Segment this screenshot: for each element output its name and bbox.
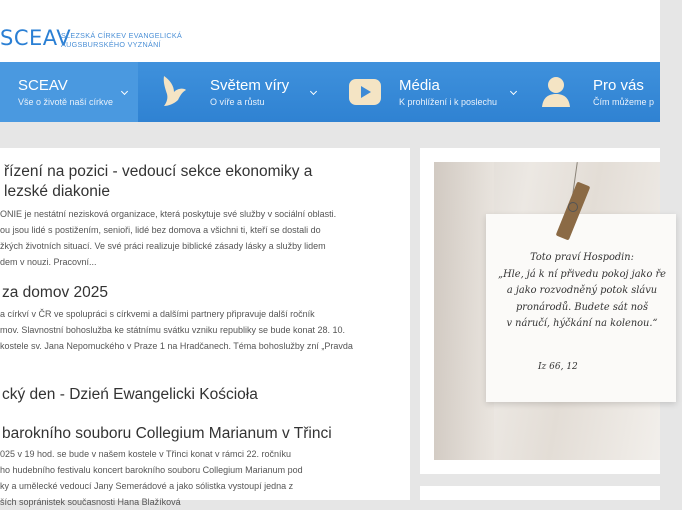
nav-item-title: Pro vás xyxy=(593,77,644,94)
news-excerpt-line: dem v nouzi. Pracovní... xyxy=(0,257,97,267)
logo-subtitle-line2: AUGSBURSKÉHO VYZNÁNÍ xyxy=(61,40,161,49)
person-icon xyxy=(541,75,571,107)
news-list xyxy=(0,148,410,507)
news-title[interactable]: lezské diakonie xyxy=(4,183,110,200)
nav-item-media[interactable] xyxy=(331,62,524,122)
news-excerpt-line: 025 v 19 hod. se bude v našem kostele v Třinci konat v rámci 22. ročníku xyxy=(0,449,291,459)
news-item[interactable] xyxy=(0,283,353,354)
news-excerpt-line: ho hudebního festivalu koncert barokního souboru Collegium Marianum pod xyxy=(0,465,303,475)
news-excerpt-line: žkých životních situací. Ve své práci realizuje biblické zásady lásky a služby lidem xyxy=(0,241,326,251)
news-title[interactable]: řízení na pozici - vedoucí sekce ekonomiky a xyxy=(4,163,313,180)
news-title[interactable]: barokního souboru Collegium Marianum v Třinci xyxy=(2,425,332,442)
news-excerpt-line: a církví v ČR ve spolupráci s církvemi a dalšími partnery připravuje další ročník xyxy=(0,309,315,319)
news-excerpt xyxy=(0,206,336,270)
news-excerpt xyxy=(0,306,353,354)
verse-reference: Iz 66, 12 xyxy=(538,362,578,372)
nav-item-subtitle: O víře a růstu xyxy=(210,97,265,107)
nav-item-title: Světem víry xyxy=(210,77,290,94)
news-item[interactable] xyxy=(0,162,336,270)
nav-item-pro-vas[interactable] xyxy=(524,62,660,122)
news-excerpt-line: ou jsou lidé s postižením, senioři, lidé bez domova a všichni ti, kteří se dostali do xyxy=(0,225,321,235)
header xyxy=(0,0,660,62)
news-item[interactable] xyxy=(0,385,258,405)
dove-icon xyxy=(160,74,188,108)
news-excerpt-line: ONIE je nestátní nezisková organizace, která poskytuje své služby v sociální oblasti. xyxy=(0,209,337,219)
news-excerpt xyxy=(0,446,332,510)
chevron-down-icon xyxy=(510,88,517,95)
nav-item-title: Média xyxy=(399,77,440,94)
nav-item-svetem-viry[interactable] xyxy=(138,62,331,122)
nav-item-title: SCEAV xyxy=(18,77,68,94)
logo-subtitle xyxy=(61,31,182,49)
chevron-down-icon xyxy=(310,88,317,95)
play-icon xyxy=(348,78,382,106)
news-excerpt-line: kostele sv. Jana Nepomuckého v Praze 1 na Hradčanech. Téma bohoslužby zní „Pravda xyxy=(0,341,353,351)
chevron-down-icon xyxy=(121,88,128,95)
nav-item-subtitle: Vše o životě naší církve xyxy=(18,97,114,107)
nav-item-sceav[interactable] xyxy=(0,62,138,122)
logo-subtitle-line1: SLEZSKÁ CÍRKEV EVANGELICKÁ xyxy=(61,31,183,40)
news-title[interactable]: za domov 2025 xyxy=(2,284,108,301)
verse-text: Toto praví Hospodin: „Hle, já k ní přivedu pokoj jako ře a jako rozvodněný potok slávu pronárodů. Budete sát noš v náručí, hýčkání na kolenou.“ xyxy=(498,252,666,329)
nav-item-subtitle: Čím můžeme p xyxy=(593,97,655,107)
nav-item-subtitle: K prohlížení i k poslechu xyxy=(399,97,498,107)
verse-panel xyxy=(420,148,666,474)
news-excerpt-line: ky a umělecké vedoucí Jany Semerádové a jako sólistka vystoupí jedna z xyxy=(0,481,294,491)
news-excerpt-line: ších sopránistek současnosti Hana Blažíková xyxy=(0,497,181,507)
news-title[interactable]: cký den - Dzień Ewangelicki Kościoła xyxy=(2,386,258,403)
side-panel-next xyxy=(420,486,660,500)
news-excerpt-line: mov. Slavnostní bohoslužba ke státnímu svátku vzniku republiky se bude konat 28. 10. xyxy=(0,325,346,335)
main-nav xyxy=(0,62,660,122)
logo[interactable]: SCEAV xyxy=(0,26,72,50)
news-item[interactable] xyxy=(0,424,332,510)
